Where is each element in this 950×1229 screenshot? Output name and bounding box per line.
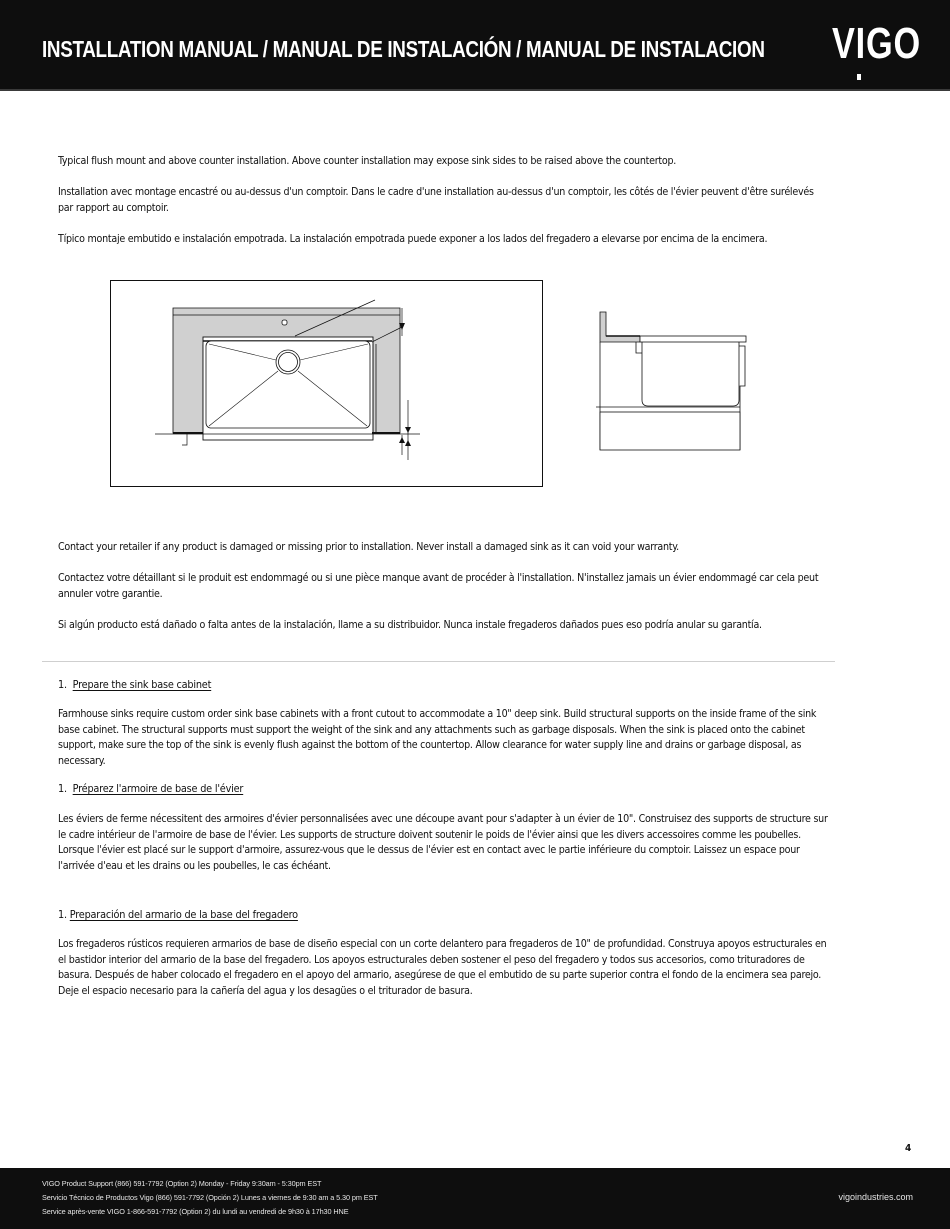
- warning-spanish: Si algún producto está dañado o falta antes de la instalación, llame a su distribuidor. Nunca instale fregaderos dañados pues eso podría anular su garantía.: [58, 619, 762, 631]
- website-link[interactable]: vigoindustries.com: [838, 1192, 913, 1202]
- step-title: Préparez l'armoire de base de l'évier: [72, 782, 244, 795]
- step-body-english: Farmhouse sinks require custom order sink base cabinets with a front cutout to accommodate a 10" deep sink. Build structural supports on the inside frame of the sink base cabinet. The structural supports must support the weight of the sink and any attachments such as garbage disposals. When the sink is placed onto the cabinet support, make sure the top of the sink is evenly flush against the bottom of the countertop. Allow clearance for water supply line and drains or garbage disposal, as necessary.: [58, 708, 817, 767]
- section-divider: [42, 661, 835, 662]
- step-number: 1.: [58, 782, 67, 795]
- logo-text: VIGO: [832, 19, 921, 68]
- step-title: Prepare the sink base cabinet: [72, 678, 212, 691]
- warning-french: Contactez votre détaillant si le produit est endommagé ou si une pièce manque avant de procéder à l'installation. N'installez jamais un évier endommagé car cela peut annuler votre garantie.: [58, 572, 819, 600]
- front-elevation-sink-diagram: [110, 280, 543, 487]
- intro-spanish: Típico montaje embutido e instalación empotrada. La instalación empotrada puede exponer a los lados del fregadero a elevarse por encima de la encimera.: [58, 233, 768, 245]
- step-heading-spanish: [58, 908, 298, 921]
- intro-french: Installation avec montage encastré ou au-dessus d'un comptoir. Dans le cadre d'une installation au-dessus d'un comptoir, les côtés de l'évier peuvent d'être surélevés par rapport au comptoir.: [58, 186, 814, 214]
- page-header: [0, 0, 950, 91]
- footer-support-english: VIGO Product Support (866) 591-7792 (Option 2) Monday - Friday 9:30am - 5:30pm EST: [42, 1179, 322, 1188]
- logo-dot-icon: [857, 74, 861, 80]
- step-title: Preparación del armario de la base del fregadero: [69, 908, 298, 921]
- intro-english: Typical flush mount and above counter installation. Above counter installation may expose sink sides to be raised above the countertop.: [58, 155, 677, 167]
- vigo-logo: [832, 19, 921, 80]
- page-number: 4: [905, 1143, 912, 1154]
- step-number: 1.: [58, 908, 67, 921]
- side-section-sink-diagram: [596, 310, 748, 452]
- manual-title: INSTALLATION MANUAL / MANUAL DE INSTALACIÓN / MANUAL DE INSTALACION: [42, 36, 765, 62]
- step-body-spanish: Los fregaderos rústicos requieren armarios de base de diseño especial con un corte delantero para fregaderos de 10" de profundidad. Construya apoyos estructurales en el bastidor interior del armario de la base del fregadero. Los apoyos estructurales deben sostener el peso del fregadero y todos sus accesorios, como trituradores de basura. Después de haber colocado el fregadero en el apoyo del armario, asegúrese de que el embutido de su parte superior contra el fondo de la encimera sea parejo. Deje el espacio necesario para la cañería del agua y los desagües o el triturador de basura.: [58, 938, 827, 997]
- step-number: 1.: [58, 678, 67, 691]
- step-heading-english: [58, 678, 211, 691]
- footer-support-french: Service après-vente VIGO 1-866-591-7792 (Option 2) du lundi au vendredi de 9h30 à 17h30 HNE: [42, 1207, 349, 1216]
- step-body-french: Les éviers de ferme nécessitent des armoires d'évier personnalisées avec une découpe avant pour s'adapter à un évier de 10". Construisez des supports de structure sur le cadre intérieur de l'armoire de base de l'évier. Les supports de structure doivent soutenir le poids de l'évier ainsi que les divers accessoires comme les poubelles. Lorsque l'évier est placé sur le support d'armoire, assurez-vous que le dessus de l'évier est en contact avec le partie inférieure du comptoir. Laissez un espace pour l'arrivée d'eau et les drains ou les poubelles, le cas échéant.: [58, 813, 828, 872]
- footer-support-spanish: Servicio Técnico de Productos Vigo (866) 591-7792 (Opción 2) Lunes a viernes de 9:30 am a 5.30 pm EST: [42, 1193, 378, 1202]
- warning-english: Contact your retailer if any product is damaged or missing prior to installation. Never install a damaged sink as it can void your warranty.: [58, 541, 679, 553]
- page-footer: [0, 1168, 950, 1229]
- step-heading-french: [58, 782, 243, 795]
